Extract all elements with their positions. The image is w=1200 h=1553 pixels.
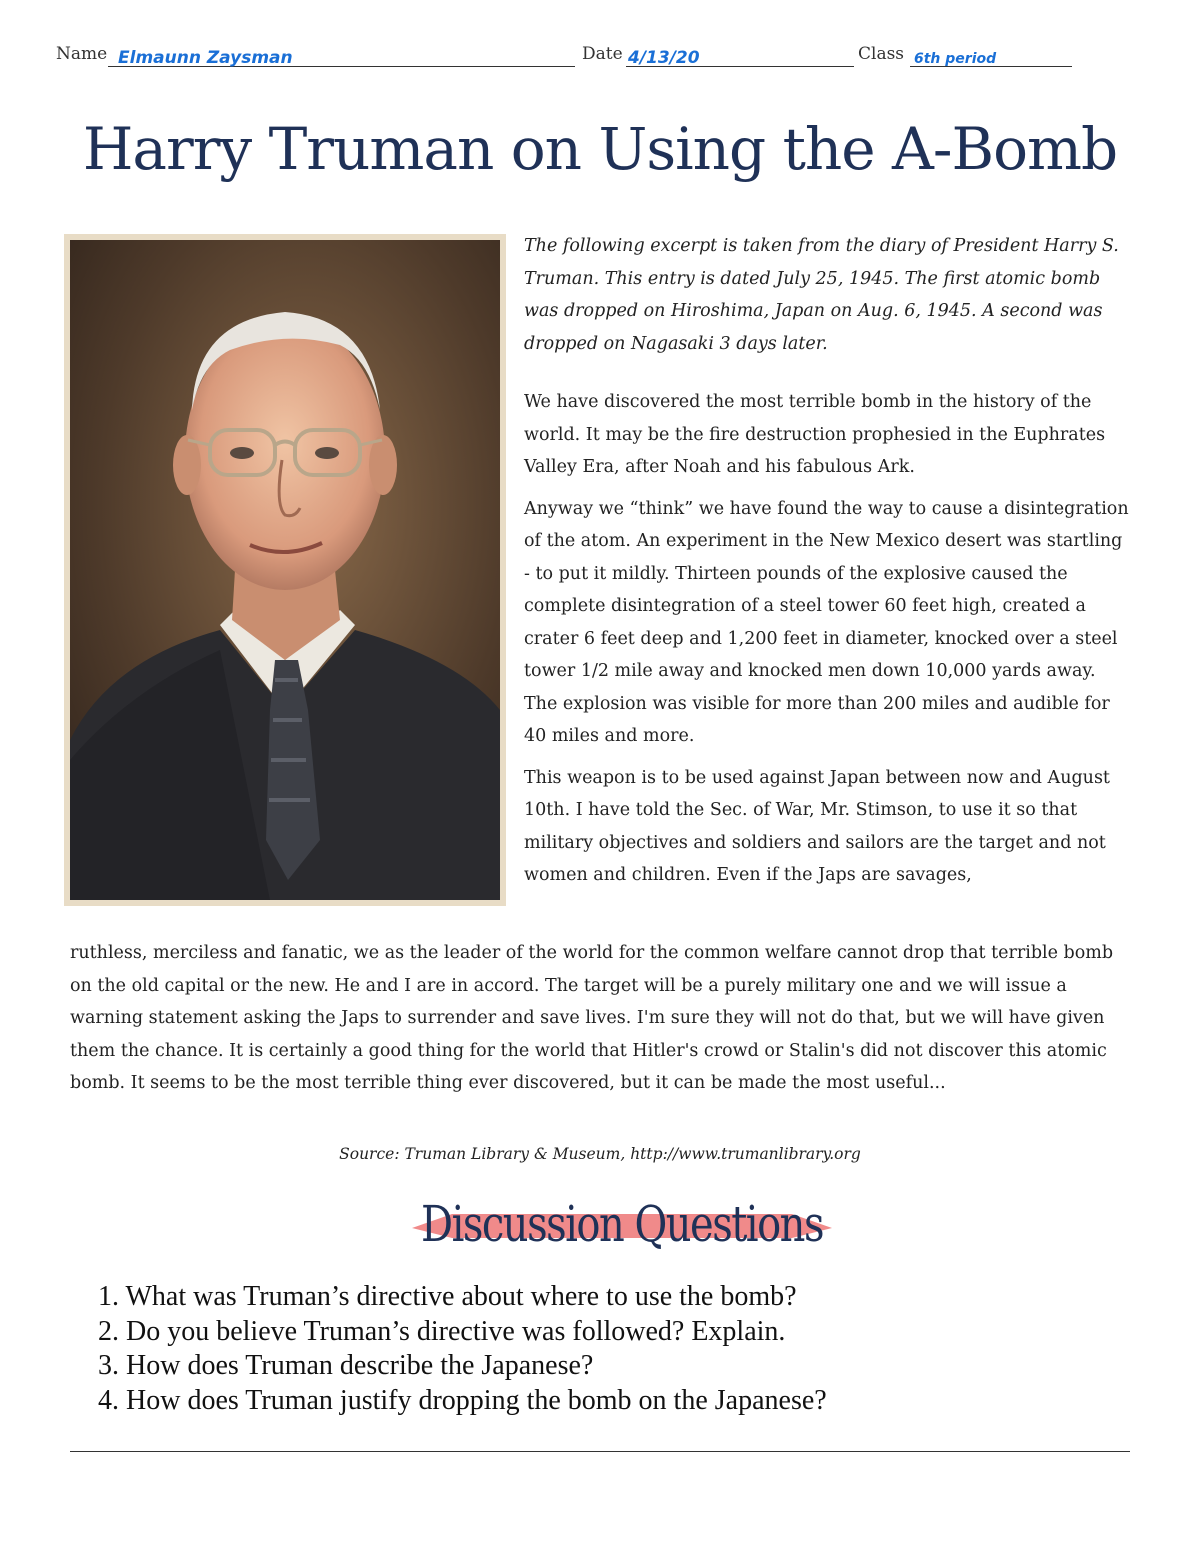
name-field[interactable]: [108, 44, 575, 70]
source-citation: Source: Truman Library & Museum, http://www.trumanlibrary.org: [339, 1145, 861, 1163]
question-list: [98, 1280, 1118, 1418]
diary-paragraph-continued: ruthless, merciless and fanatic, we as the leader of the world for the common welfare cannot drop that terrible bomb on the old capital or the new. He and I are in accord. The target will be a purely military one and we will issue a warning statement asking the Japs to surrender and save lives. I'm sure they will not do that, but we will have given them the chance. It is certainly a good thing for the world that Hitler's crowd or Stalin's did not discover this atomic bomb. It seems to be the most terrible thing ever discovered, but it can be made the most useful...: [70, 943, 1114, 1093]
question-item: 1. What was Truman’s directive about where to use the bomb?: [98, 1281, 797, 1312]
question-item: 2. Do you believe Truman’s directive was followed? Explain.: [98, 1315, 786, 1347]
class-value: 6th period: [914, 51, 997, 67]
class-label: Class: [858, 44, 905, 64]
date-field[interactable]: [626, 44, 854, 70]
intro-text: The following excerpt is taken from the diary of President Harry S. Truman. This entry is dated July 25, 1945. The first atomic bomb was dropped on Hiroshima, Japan on Aug. 6, 1945. A second was dropped on Nagasaki 3 days later.: [524, 236, 1119, 354]
excerpt-column: [524, 230, 1129, 901]
date-label: Date: [582, 44, 623, 64]
date-value: 4/13/20: [628, 48, 700, 68]
class-field[interactable]: [910, 44, 1072, 70]
diary-paragraph: Anyway we “think” we have found the way to cause a disintegration of the atom. An experiment in the New Mexico desert was startling - to put it mildly. Thirteen pounds of the explosive caused the complete disintegration of a steel tower 60 feet high, created a crater 6 feet deep and 1,200 feet in diameter, knocked over a steel tower 1/2 mile away and knocked men down 10,000 yards away. The explosion was visible for more than 200 miles and audible for 40 miles and more.: [524, 498, 1129, 746]
name-label: Name: [56, 44, 108, 64]
discussion-title: Discussion Questions: [421, 1196, 823, 1254]
discussion-banner: [412, 1192, 832, 1264]
question-item: 3. How does Truman describe the Japanese?: [98, 1350, 594, 1381]
name-value: Elmaunn Zaysman: [118, 48, 293, 68]
diary-paragraph: We have discovered the most terrible bomb in the history of the world. It may be the fire destruction prophesied in the Euphrates Valley Era, after Noah and his fabulous Ark.: [524, 392, 1106, 477]
diary-paragraph: This weapon is to be used against Japan between now and August 10th. I have told the Sec. of War, Mr. Stimson, to use it so that military objectives and soldiers and sailors are the target and not women and children. Even if the Japs are savages,: [524, 767, 1110, 885]
answer-line[interactable]: [70, 1451, 1130, 1452]
truman-portrait: [64, 234, 506, 906]
question-item: 4. How does Truman justify dropping the bomb on the Japanese?: [98, 1384, 827, 1416]
page-title: Harry Truman on Using the A-Bomb: [82, 115, 1118, 183]
